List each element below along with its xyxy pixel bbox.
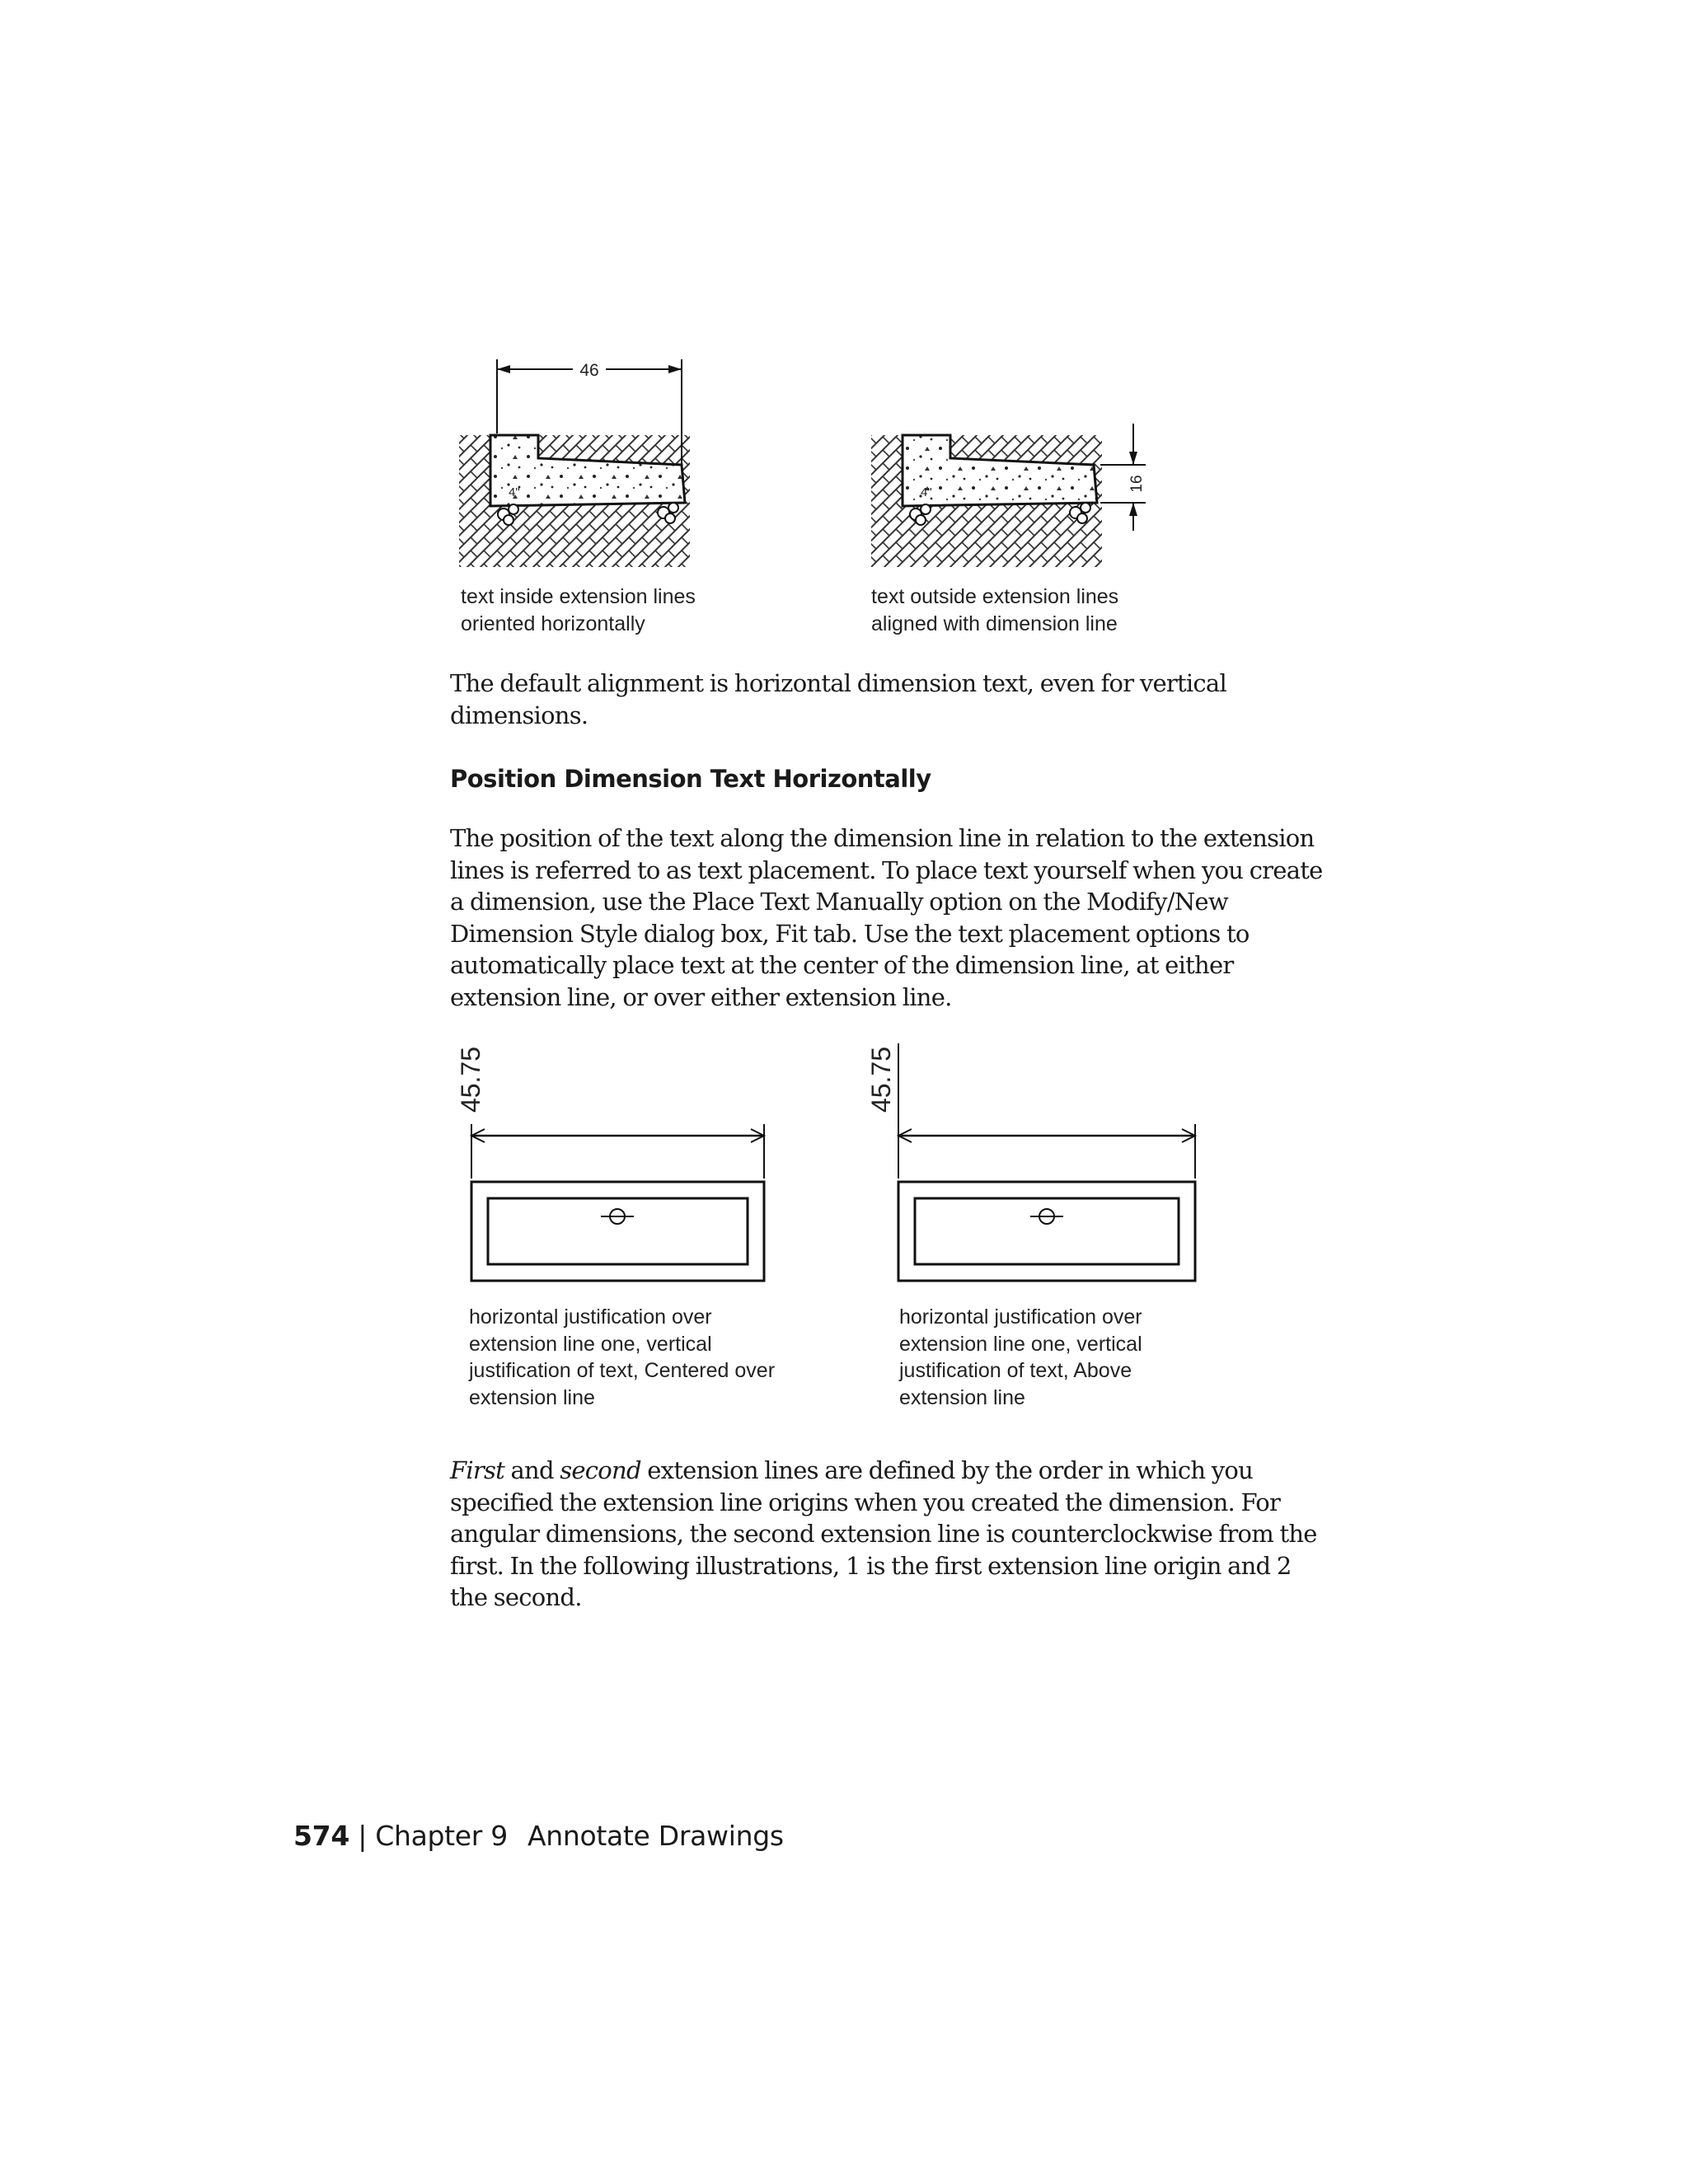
dimension-value-45-75: 45.75 [456, 1046, 485, 1113]
term-first: First [450, 1456, 505, 1484]
dimension-value-16: 16 [1128, 475, 1146, 493]
paragraph-fragment: extension lines are defined by the order in which you specified the extension line origins when you created the dimension. For angular dimensions, the second extension line is counterclockwise from the first. In the following illustrations, 1 is the first extension line origin and 2 the second. [450, 1456, 1317, 1611]
figure2-right-caption: horizontal justification over extension line one, vertical justification of text, Above extension line [899, 1305, 1142, 1409]
figure1-right-caption: text outside extension lines aligned with dimension line [871, 585, 1119, 635]
dimension-value-45-75: 45.75 [866, 1046, 896, 1113]
section-heading: Position Dimension Text Horizontally [450, 765, 931, 793]
paragraph-text-placement: The position of the text along the dimension line in relation to the extension lines is referred to as text placement. To place text yourself when you create a dimension, use the Place Text Manually option on the Modify/New Dimension Style dialog box, Fit tab. Use the text placement options to automatically place text at the center of the dimension line, at either extension line, or over either extension line. [450, 824, 1323, 1011]
figure2-left-caption: horizontal justification over extension line one, vertical justification of text, Centered over extension line [469, 1305, 776, 1409]
dimension-value-46: 46 [579, 361, 599, 380]
footing-thickness-label: 4" [921, 485, 932, 499]
footing-thickness-label: 4" [509, 485, 520, 499]
figure-justification-left [457, 1040, 771, 1291]
paragraph-extension-lines [450, 1455, 1332, 1614]
figure-footing-left [457, 353, 696, 575]
paragraph-default-alignment: The default alignment is horizontal dimension text, even for vertical dimensions. [450, 669, 1226, 729]
figure-footing-right [870, 424, 1154, 575]
term-second: second [560, 1456, 641, 1484]
chapter-number: Chapter 9 [375, 1820, 508, 1852]
chapter-title: Annotate Drawings [527, 1820, 784, 1852]
footer-separator: | [358, 1820, 368, 1852]
figure1-left-caption: text inside extension lines oriented horizontally [461, 585, 696, 635]
page-number: 574 [293, 1820, 349, 1852]
figure-justification-right [866, 1040, 1203, 1291]
page-footer [293, 1820, 784, 1852]
paragraph-fragment: and [504, 1456, 560, 1484]
